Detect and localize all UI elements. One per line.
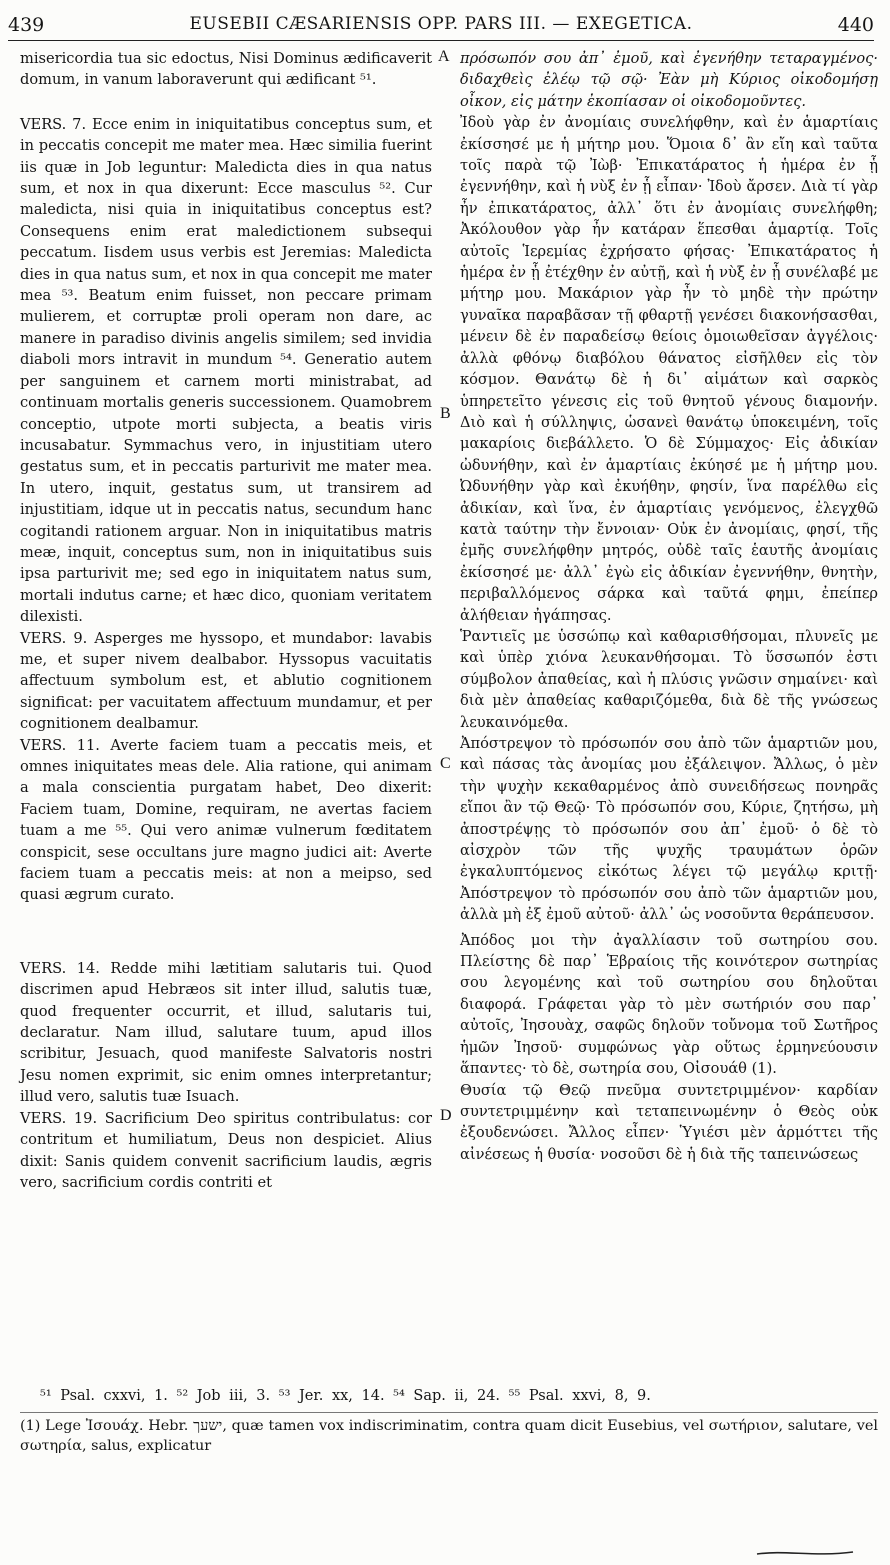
footnote-divider — [20, 1412, 878, 1413]
greek-paragraph-1: πρόσωπόν σου ἀπ᾽ ἐμοῦ, καὶ ἐγενήθην τεταραγμένος· διδαχθεὶς ἐλέῳ τῷ σῷ· Ἐὰν μὴ Κύριος οἰκοδομήσῃ οἶκον, εἰς μάτην ἐκοπίασαν οἱ οἰκοδομοῦντες. — [460, 50, 878, 110]
left-page-number: 439 — [8, 14, 45, 36]
section-marker-d: D — [440, 1107, 452, 1124]
running-title: EUSEBII CÆSARIENSIS OPP. PARS III. — EXEGETICA. — [189, 14, 693, 34]
section-marker-a: A — [438, 48, 450, 65]
page-flourish — [755, 1548, 855, 1558]
greek-verse-14: Ἀπόδος μοι τὴν ἀγαλλίασιν τοῦ σωτηρίου σου. Πλείστης δὲ παρ᾽ Ἑβραίοις τῆς κοινότερον σωτηρίας σου λεγομένης καὶ τοῦ σωτηρίου σου δηλοῦται διαφορά. Γράφεται γὰρ τὸ μὲν σωτήριόν σου παρ᾽ αὐτοῖς, Ἰησουὰχ, σαφῶς δηλοῦν τοὔνομα τοῦ Σωτῆρος ἡμῶν Ἰησοῦ· συμφώνως γὰρ οὕτως ἑρμηνεύουσιν ἅπαντες· τὸ δὲ, σωτηρία σου, Οἰσουάθ (1). — [460, 931, 878, 1078]
greek-verse-11: Ἀπόστρεψον τὸ πρόσωπόν σου ἀπὸ τῶν ἁμαρτιῶν μου, καὶ πάσας τὰς ἀνομίας μου ἐξάλειψον. Ἄλλως, ὁ μὲν τὴν ψυχὴν κεκαθαρμένος ἀπὸ συνειδήσεως πονηρᾶς εἴποι ἂν τῷ Θεῷ· Τὸ πρόσωπόν σου, Κύριε, ζητήσω, μὴ ἀποστρέψῃς τὸ πρόσωπόν σου ἀπ᾽ ἐμοῦ· ὁ δὲ τὸ αἰσχρὸν τῶν τῆς ψυχῆς τραυμάτων ὁρῶν ἐγκαλυπτόμενος εἰκότως λέγει τῷ μεγάλῳ κριτῇ· Ἀπόστρεψον τὸ πρόσωπόν σου ἀπὸ τῶν ἁμαρτιῶν μου, ἀλλὰ μὴ ἐξ ἐμοῦ αὐτοῦ· ἀλλ᾽ ὡς νοσοῦντα θεράπευσον. — [460, 735, 878, 924]
latin-verse-14: VERS. 14. Redde mihi lætitiam salutaris tui. Quod discrimen apud Hebræos sit inter illud, salutis tuæ, quod frequenter occurrit, et illud, salutaris tui, declaratur. Nam illud, salutare tuum, apud illos scribitur, Jesuach, quod manifeste Salvatoris nostri Jesu nomen exprimit, sic enim omnes interpretantur; illud vero, salutis tuæ Isuach. — [20, 959, 432, 1106]
page-header — [8, 6, 874, 41]
editor-footnote: (1) Lege Ἰσουάχ. Hebr. ישעך, quæ tamen vox indiscriminatim, contra quam dicit Eusebius, vel σωτήριον, salutare, vel σωτηρία, salus, explicatur — [20, 1418, 878, 1454]
greek-verse-7: Ἰδοὺ γὰρ ἐν ἀνομίαις συνελήφθην, καὶ ἐν ἁμαρτίαις ἐκίσσησέ με ἡ μήτηρ μου. Ὅμοια δ᾽ ἂν εἴη καὶ ταῦτα τοῖς παρὰ τῷ Ἰὼβ· Ἐπικατάρατος ἡ ἡμέρα ἐν ᾗ ἐγεννήθην, καὶ ἡ νὺξ ἐν ᾗ εἶπαν· Ἰδοὺ ἄρσεν. Διὰ τί γὰρ ἦν ἐπικατάρατος, ἀλλ᾽ ὅτι ἐν ἀνομίαις συνελήφθη; Ἀκόλουθον γὰρ ἦν κατάραν ἕπεσθαι ἁμαρτίᾳ. Τοῖς αὐτοῖς Ἱερεμίας ἐχρήσατο φήσας· Ἐπικατάρατος ἡ ἡμέρα ἐν ᾗ ἐτέχθην ἐν αὐτῇ, καὶ ἡ νὺξ ἐν ᾗ συνέλαβέ με μήτηρ μου. Μακάριον γὰρ ἦν τὸ μηδὲ τὴν πρώτην γυναῖκα παραβᾶσαν τῇ φθαρτῇ γενέσει διακονήσασθαι, μένειν δὲ ἐν παραδείσῳ θείοις ὁμοιωθεῖσαν ἀγγέλοις· ἀλλὰ φθόνῳ διαβόλου θάνατος εἰσῆλθεν εἰς τὸν κόσμον. Θανάτῳ δὲ ἡ δι᾽ αἱμάτων καὶ σαρκὸς ὑπηρετεῖτο γένεσις εἰς τοῦ θνητοῦ γένους διαμονήν. Διὸ καὶ ἡ σύλληψις, ὡσανεὶ θανάτῳ ὑποκειμένη, τοῖς μακαρίοις διεβάλλετο. Ὁ δὲ Σύμμαχος· Εἰς ἀδικίαν ὠδυνήθην, καὶ ἐν ἁμαρτίαις ἐκύησέ με ἡ μήτηρ μου. Ὠδυνήθην γὰρ καὶ ἐκυήθην, φησίν, ἵνα παρέλθω εἰς ἀδικίαν, καὶ ἵνα, ἐν ἁμαρτίαις γενόμενος, ἐλεγχθῶ κατὰ ταύτην τὴν ἔννοιαν· Οὐκ ἐν ἀνομίαις, φησί, τῆς ἐμῆς συνελήφθην μητρός, οὐδὲ ταῖς ἑαυτῆς ἀνομίαις ἐκίσσησέ με· ἀλλ᾽ ἐγὼ εἰς ἀδικίαν ἐγεννήθην, θνητὴν, περιβαλλόμενος σάρκα καὶ ταῦτά φημι, ἐπείπερ ἀλήθειαν ἠγάπησας. — [460, 114, 878, 624]
latin-verse-9: VERS. 9. Asperges me hyssopo, et mundabor: lavabis me, et super nivem dealbabor. Hyssopus vacuitatis affectuum symbolum est, et ablutio cognitionem significat: per vacuitatem affectuum mundamur, et per cognitionem dealbamur. — [20, 629, 432, 733]
section-marker-b: B — [440, 405, 451, 422]
greek-verse-9: Ῥαντιεῖς με ὑσσώπῳ καὶ καθαρισθήσομαι, πλυνεῖς με καὶ ὑπὲρ χιόνα λευκανθήσομαι. Τὸ ὕσσωπόν ἐστι σύμβολον ἀπαθείας, καὶ ἡ πλύσις γνῶσιν σημαίνει· καὶ διὰ μὲν ἀπαθείας καθαριζόμεθα, διὰ δὲ τῆς γνώσεως λευκαινόμεθα. — [460, 627, 878, 731]
scripture-references: ⁵¹ Psal. cxxvi, 1. ⁵² Job iii, 3. ⁵³ Jer. xx, 14. ⁵⁴ Sap. ii, 24. ⁵⁵ Psal. xxvi, 8, 9. — [40, 1388, 651, 1404]
greek-verse-19: Θυσία τῷ Θεῷ πνεῦμα συντετριμμένον· καρδίαν συντετριμμένην καὶ τεταπεινωμένην ὁ Θεὸς οὐκ ἐξουδενώσει. Ἄλλος εἶπεν· Ὑγιέσι μὲν ἁρμόττει τῆς αἰνέσεως ἡ θυσία· νοσοῦσι δὲ ἡ διὰ τῆς ταπεινώσεως — [460, 1081, 878, 1163]
latin-column — [20, 48, 432, 1193]
latin-verse-7: VERS. 7. Ecce enim in iniquitatibus conceptus sum, et in peccatis concepit me mater mea. Hæc similia fuerint iis quæ in Job leguntur: Maledicta dies in qua natus sum, et nox in qua dixerunt: Ecce masculus ⁵². Cur maledicta, nisi quia in iniquitatibus conceptus est? Consequens enim erat maledictionem subsequi peccatum. Iisdem usus verbis est Jeremias: Maledicta dies in qua natus sum, et nox in qua concepit me mater mea ⁵³. Beatum enim fuisset, non peccare primam mulierem, et corruptæ proli operam non dare, ac manere in paradiso divinis angelis similem; sed invidia diaboli mors intravit in mundum ⁵⁴. Generatio autem per sanguinem et carnem morti ministrabat, ad continuam mortalis generis successionem. Quamobrem conceptio, utpote morti subjecta, a beatis viris incusabatur. Symmachus vero, in injustitiam utero gestatus sum, et in peccatis parturivit me mater mea. In utero, inquit, gestatus sum, ut transirem ad injustitiam, idque ut in peccatis natus, secundum hanc cogitandi rationem arguar. Non in iniquitatibus matris meæ, inquit, conceptus sum, non in iniquitatibus suis ipsa parturivit me; sed ego in iniquitatem natus sum, mortali indutus carne; et hæc dico, quoniam veritatem dilexisti. — [20, 115, 432, 626]
greek-column — [460, 48, 878, 1165]
right-page-number: 440 — [837, 14, 874, 36]
latin-paragraph-1: misericordia tua sic edoctus, Nisi Dominus ædificaverit domum, in vanum laboraverunt qui ædificant ⁵¹. — [20, 50, 432, 89]
latin-verse-19: VERS. 19. Sacrificium Deo spiritus contribulatus: cor contritum et humiliatum, Deus non despiciet. Alius dixit: Sanis quidem convenit sacrificium laudis, ægris vero, sacrificium cordis contriti et — [20, 1109, 432, 1191]
section-marker-c: C — [440, 755, 451, 772]
latin-verse-11: VERS. 11. Averte faciem tuam a peccatis meis, et omnes iniquitates meas dele. Alia ratione, qui animam a mala conscientia purgatam habet, Deo dixerit: Faciem tuam, Domine, requiram, ne avertas faciem tuam a me ⁵⁵. Qui vero animæ vulnerum fœditatem conspicit, sese occultans jure magno judici ait: Averte faciem tuam a peccatis meis: at non a meipso, sed quasi ægrum curato. — [20, 736, 432, 904]
